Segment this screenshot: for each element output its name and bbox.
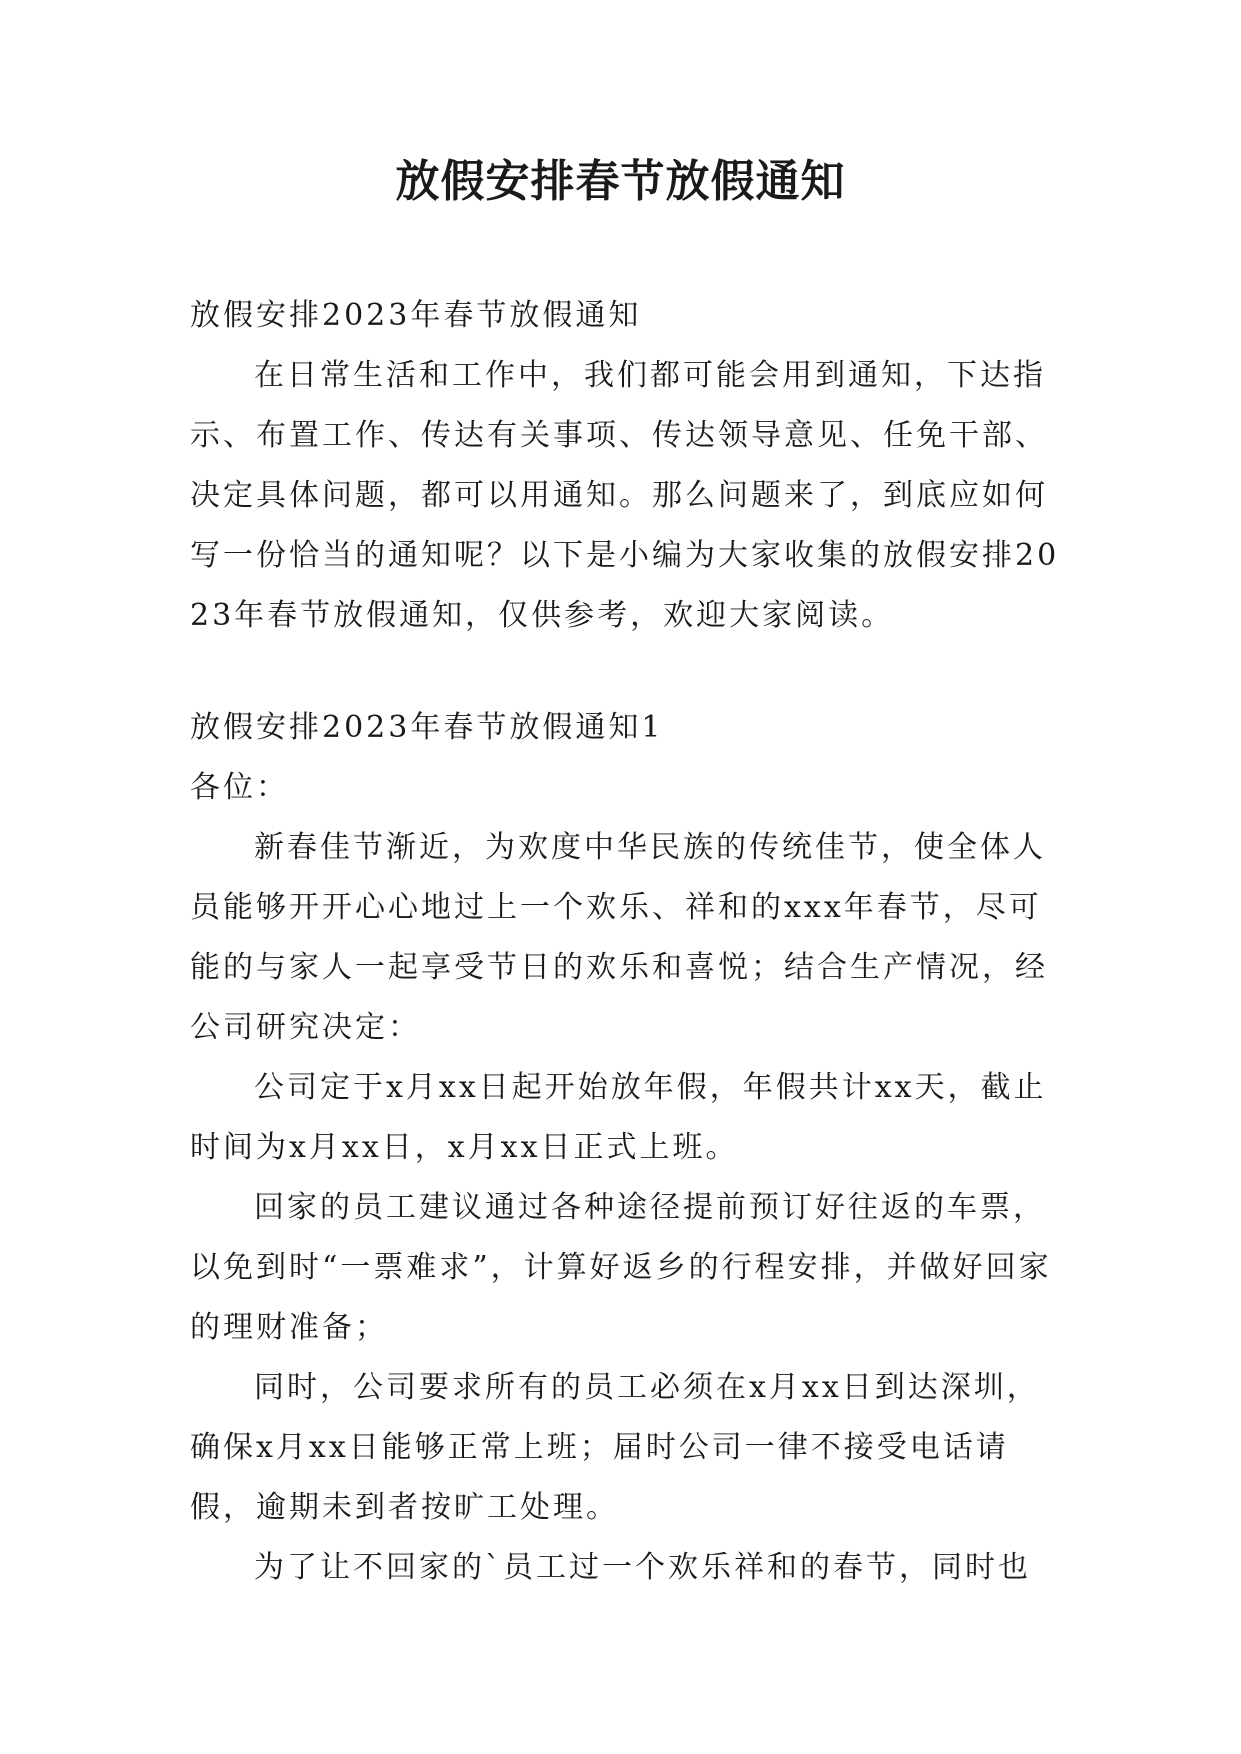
body-paragraph: 新春佳节渐近，为欢度中华民族的传统佳节，使全体人员能够开开心心地过上一个欢乐、祥和的xxx年春节，尽可能的与家人一起享受节日的欢乐和喜悦；结合生产情况，经公司研究决定： bbox=[190, 830, 1048, 1045]
body-paragraph: 同时，公司要求所有的员工必须在x月xx日到达深圳，确保x月xx日能够正常上班；届时公司一律不接受电话请假，逾期未到者按旷工处理。 bbox=[190, 1370, 1040, 1525]
section-heading: 放假安排2023年春节放假通知1 bbox=[190, 710, 664, 745]
body-paragraph: 公司定于x月xx日起开始放年假，年假共计xx天，截止时间为x月xx日，x月xx日正式上班。 bbox=[190, 1070, 1047, 1165]
salutation: 各位： bbox=[190, 770, 289, 805]
section-spacer bbox=[190, 646, 1070, 698]
body-paragraph: 为了让不回家的`员工过一个欢乐祥和的春节，同时也 bbox=[254, 1550, 1031, 1585]
document-subtitle: 放假安排2023年春节放假通知 bbox=[190, 298, 642, 333]
document-title: 放假安排春节放假通知 bbox=[395, 156, 846, 207]
document-body bbox=[190, 286, 1070, 1598]
body-paragraph: 回家的员工建议通过各种途径提前预订好往返的车票，以免到时“一票难求”，计算好返乡的行程安排，并做好回家的理财准备； bbox=[190, 1190, 1052, 1345]
intro-paragraph: 在日常生活和工作中，我们都可能会用到通知，下达指示、布置工作、传达有关事项、传达领导意见、任免干部、决定具体问题，都可以用通知。那么问题来了，到底应如何写一份恰当的通知呢？以下是小编为大家收集的放假安排2023年春节放假通知，仅供参考，欢迎大家阅读。 bbox=[190, 358, 1060, 633]
